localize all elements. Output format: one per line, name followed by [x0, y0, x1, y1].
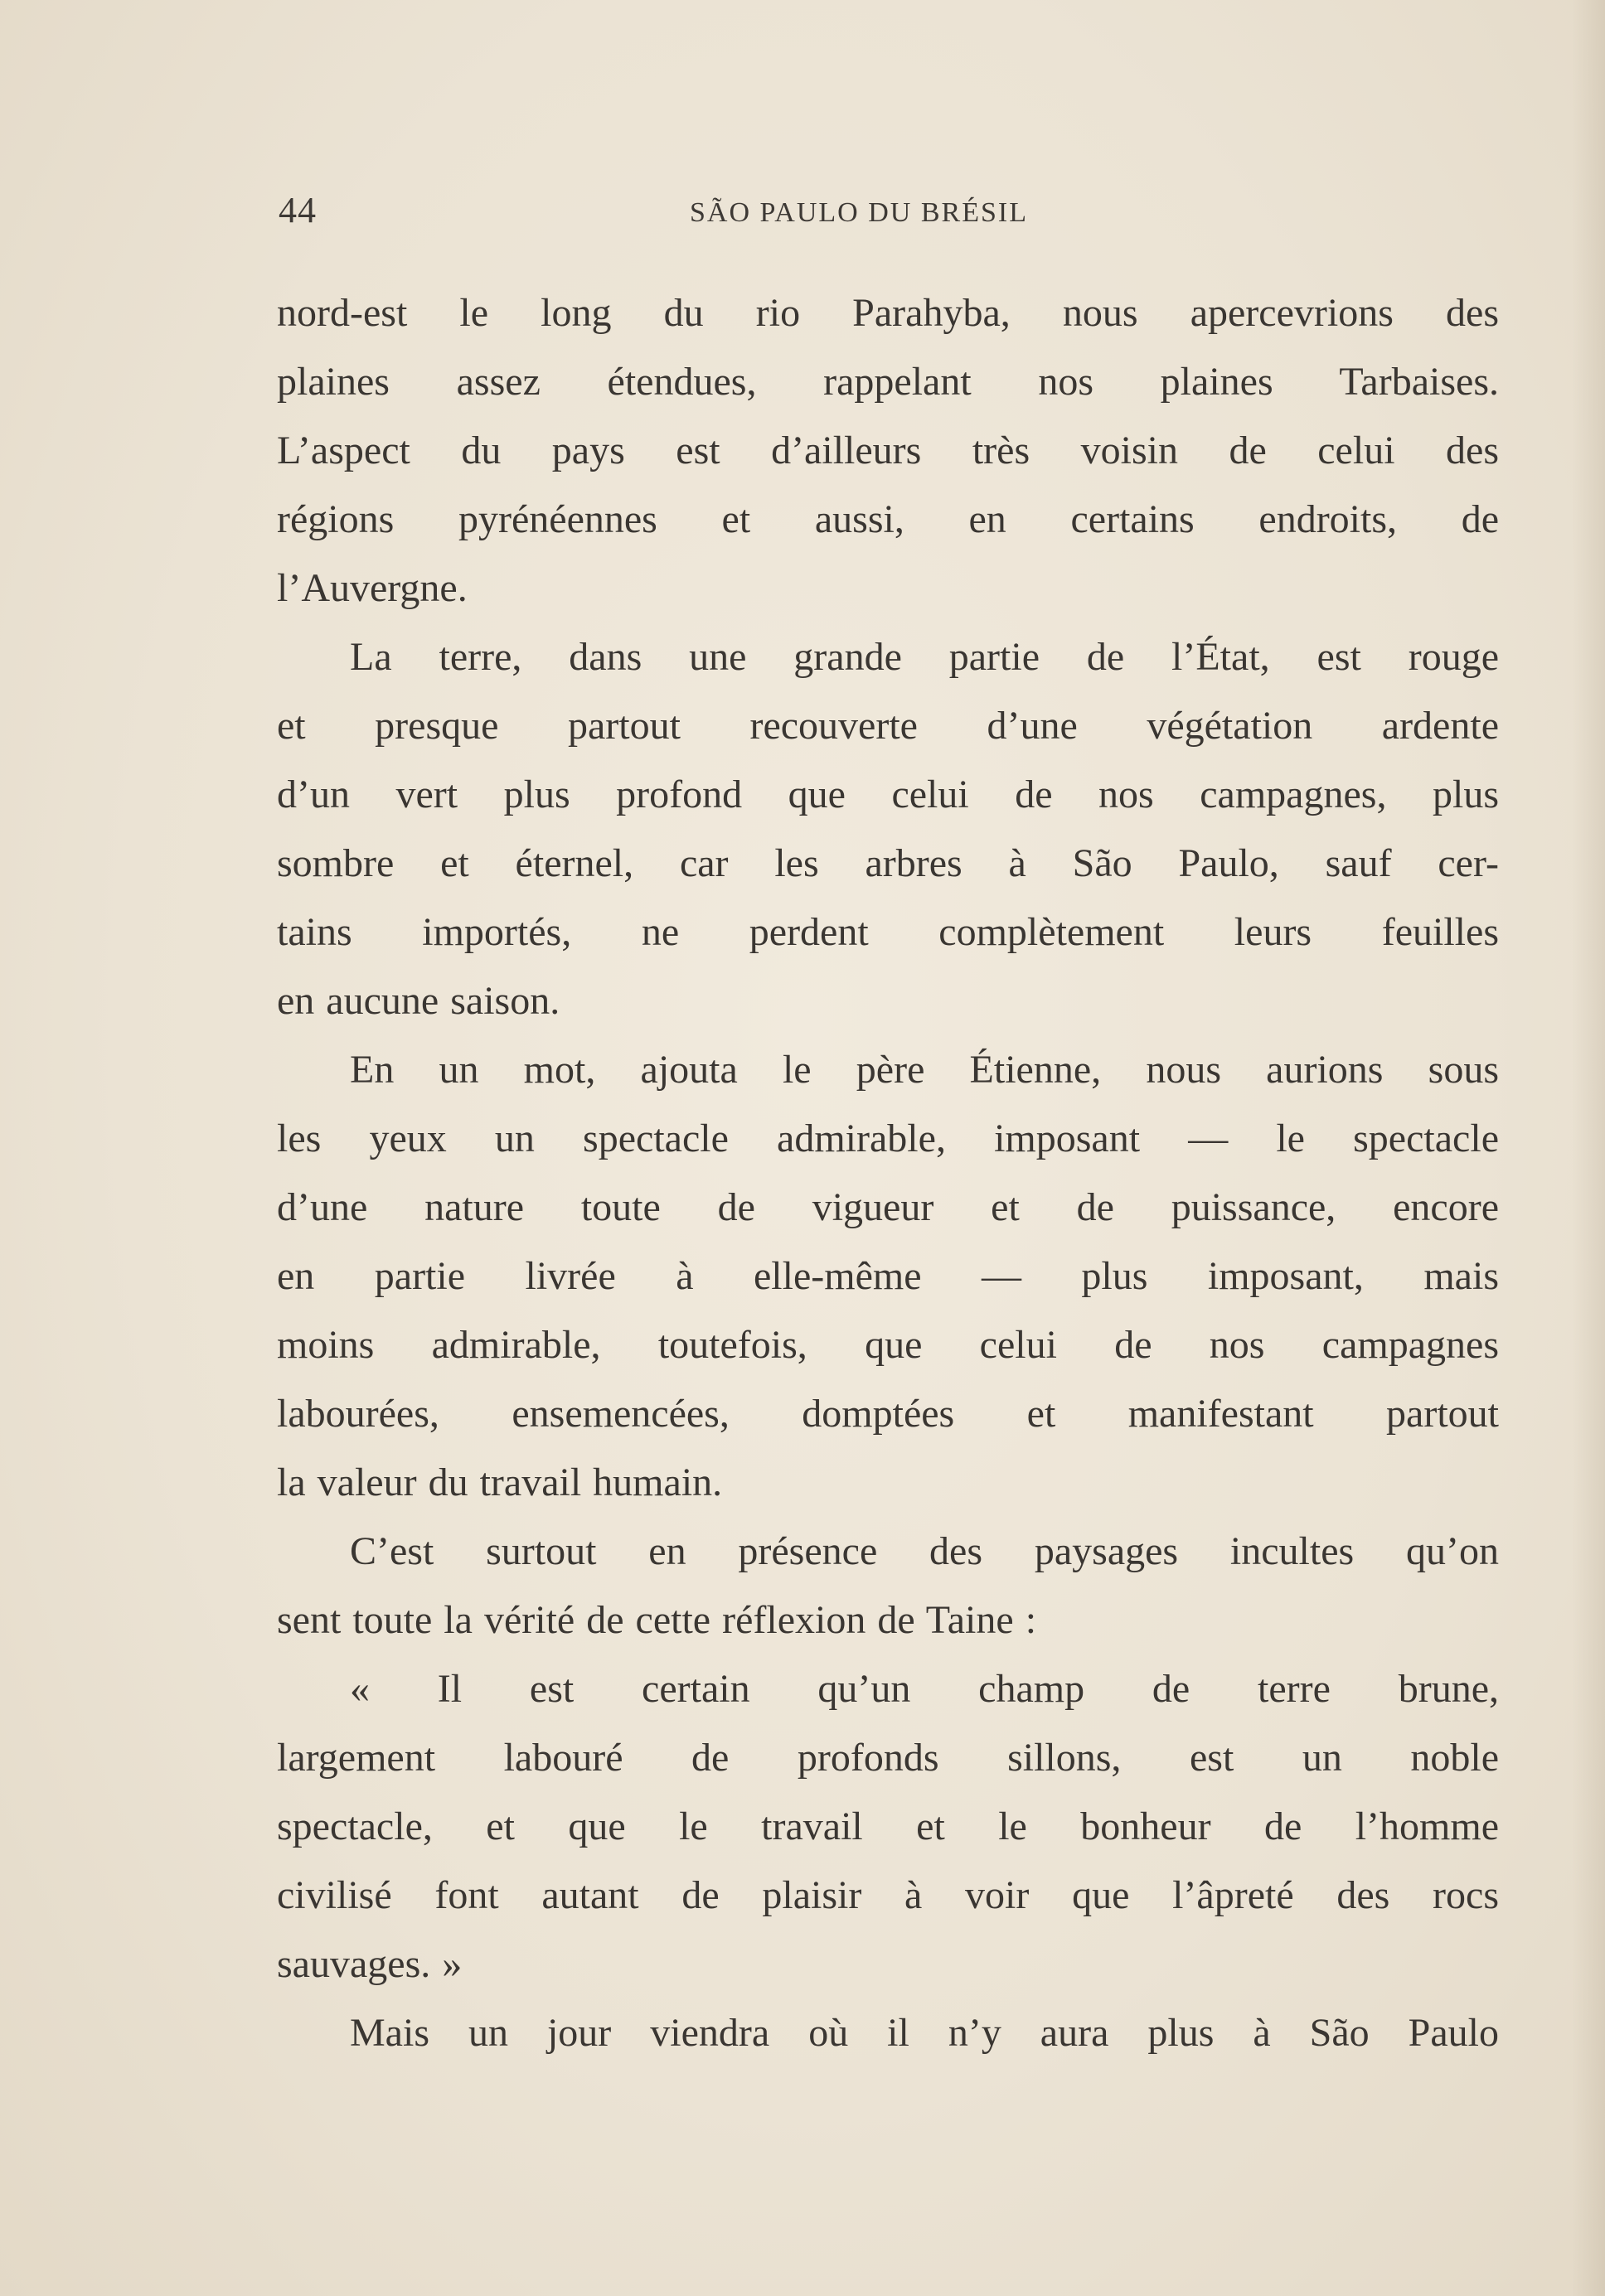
text-line: et presque partout recouverte d’une végétation ardente	[277, 704, 1499, 748]
text-line: labourées, ensemencées, domptées et manifestant partout	[277, 1392, 1499, 1436]
page-header	[279, 189, 1497, 239]
text-line: sauvages. »	[277, 1942, 463, 1986]
text-line: la valeur du travail humain.	[277, 1460, 723, 1504]
text-line: civilisé font autant de plaisir à voir que l’âpreté des rocs	[277, 1873, 1499, 1917]
text-line: Mais un jour viendra où il n’y aura plus à São Paulo	[350, 2011, 1499, 2055]
text-line: tains importés, ne perdent complètement leurs feuilles	[277, 910, 1499, 954]
page-number: 44	[279, 190, 317, 230]
text-line: C’est surtout en présence des paysages incultes qu’on	[350, 1529, 1499, 1573]
text-line: sent toute la vérité de cette réflexion de Taine :	[277, 1598, 1037, 1642]
text-line: sombre et éternel, car les arbres à São Paulo, sauf cer-	[277, 841, 1499, 885]
text-line: « Il est certain qu’un champ de terre brune,	[350, 1667, 1499, 1711]
running-title: SÃO PAULO DU BRÉSIL	[690, 197, 1028, 228]
body-text	[277, 279, 1499, 2067]
text-line: en aucune saison.	[277, 979, 560, 1023]
text-line: moins admirable, toutefois, que celui de nos campagnes	[277, 1323, 1499, 1367]
text-line: régions pyrénéennes et aussi, en certains endroits, de	[277, 497, 1499, 541]
text-line: d’une nature toute de vigueur et de puissance, encore	[277, 1185, 1499, 1229]
text-line: La terre, dans une grande partie de l’État, est rouge	[350, 635, 1499, 679]
text-line: L’aspect du pays est d’ailleurs très voisin de celui des	[277, 429, 1499, 472]
text-line: d’un vert plus profond que celui de nos campagnes, plus	[277, 773, 1499, 816]
text-line: plaines assez étendues, rappelant nos plaines Tarbaises.	[277, 360, 1499, 404]
text-line: spectacle, et que le travail et le bonheur de l’homme	[277, 1804, 1499, 1848]
page-edge-shadow	[1572, 0, 1605, 2296]
text-line: En un mot, ajouta le père Étienne, nous aurions sous	[350, 1048, 1499, 1092]
text-line: en partie livrée à elle-même — plus imposant, mais	[277, 1254, 1499, 1298]
text-line: nord-est le long du rio Parahyba, nous apercevrions des	[277, 291, 1499, 335]
text-line: les yeux un spectacle admirable, imposant — le spectacle	[277, 1117, 1499, 1160]
text-line: largement labouré de profonds sillons, est un noble	[277, 1736, 1499, 1780]
text-line: l’Auvergne.	[277, 566, 468, 610]
